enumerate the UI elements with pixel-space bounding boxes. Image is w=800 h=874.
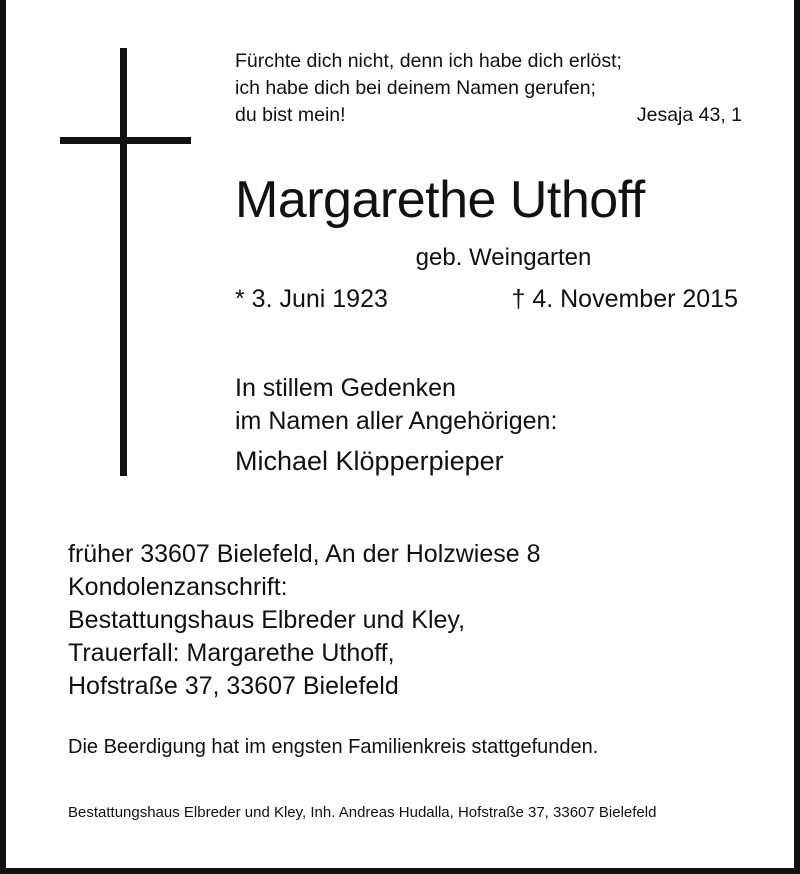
deceased-name: Margarethe Uthoff	[235, 171, 645, 229]
info-line: Trauerfall: Margarethe Uthoff,	[68, 639, 395, 667]
life-dates	[235, 285, 738, 314]
info-line: früher 33607 Bielefeld, An der Holzwiese 8	[68, 540, 541, 568]
verse-line: du bist mein!	[235, 104, 346, 126]
memorial-text	[235, 372, 557, 438]
death-date: † 4. November 2015	[511, 285, 738, 313]
verse-last-line	[235, 102, 742, 129]
info-line: Bestattungshaus Elbreder und Kley,	[68, 606, 466, 634]
memorial-line: im Namen aller Angehörigen:	[235, 407, 558, 435]
funeral-note: Die Beerdigung hat im engsten Familienkreis stattgefunden.	[68, 736, 599, 758]
birth-date: * 3. Juni 1923	[235, 285, 388, 313]
funeral-home-footer: Bestattungshaus Elbreder und Kley, Inh. Andreas Hudalla, Hofstraße 37, 33607 Bielefeld	[68, 804, 657, 821]
address-info	[68, 538, 541, 703]
verse-reference: Jesaja 43, 1	[636, 104, 742, 126]
bible-verse	[235, 48, 742, 129]
maiden-name: geb. Weingarten	[415, 244, 592, 271]
info-line: Kondolenzanschrift:	[68, 573, 288, 601]
verse-line: ich habe dich bei deinem Namen gerufen;	[235, 77, 596, 99]
cross-icon-crossbar	[60, 137, 191, 144]
signer-name: Michael Klöpperpieper	[235, 446, 504, 476]
verse-line: Fürchte dich nicht, denn ich habe dich erlöst;	[235, 50, 622, 72]
info-line: Hofstraße 37, 33607 Bielefeld	[68, 672, 399, 700]
cross-icon	[120, 48, 127, 476]
memorial-line: In stillem Gedenken	[235, 374, 456, 402]
